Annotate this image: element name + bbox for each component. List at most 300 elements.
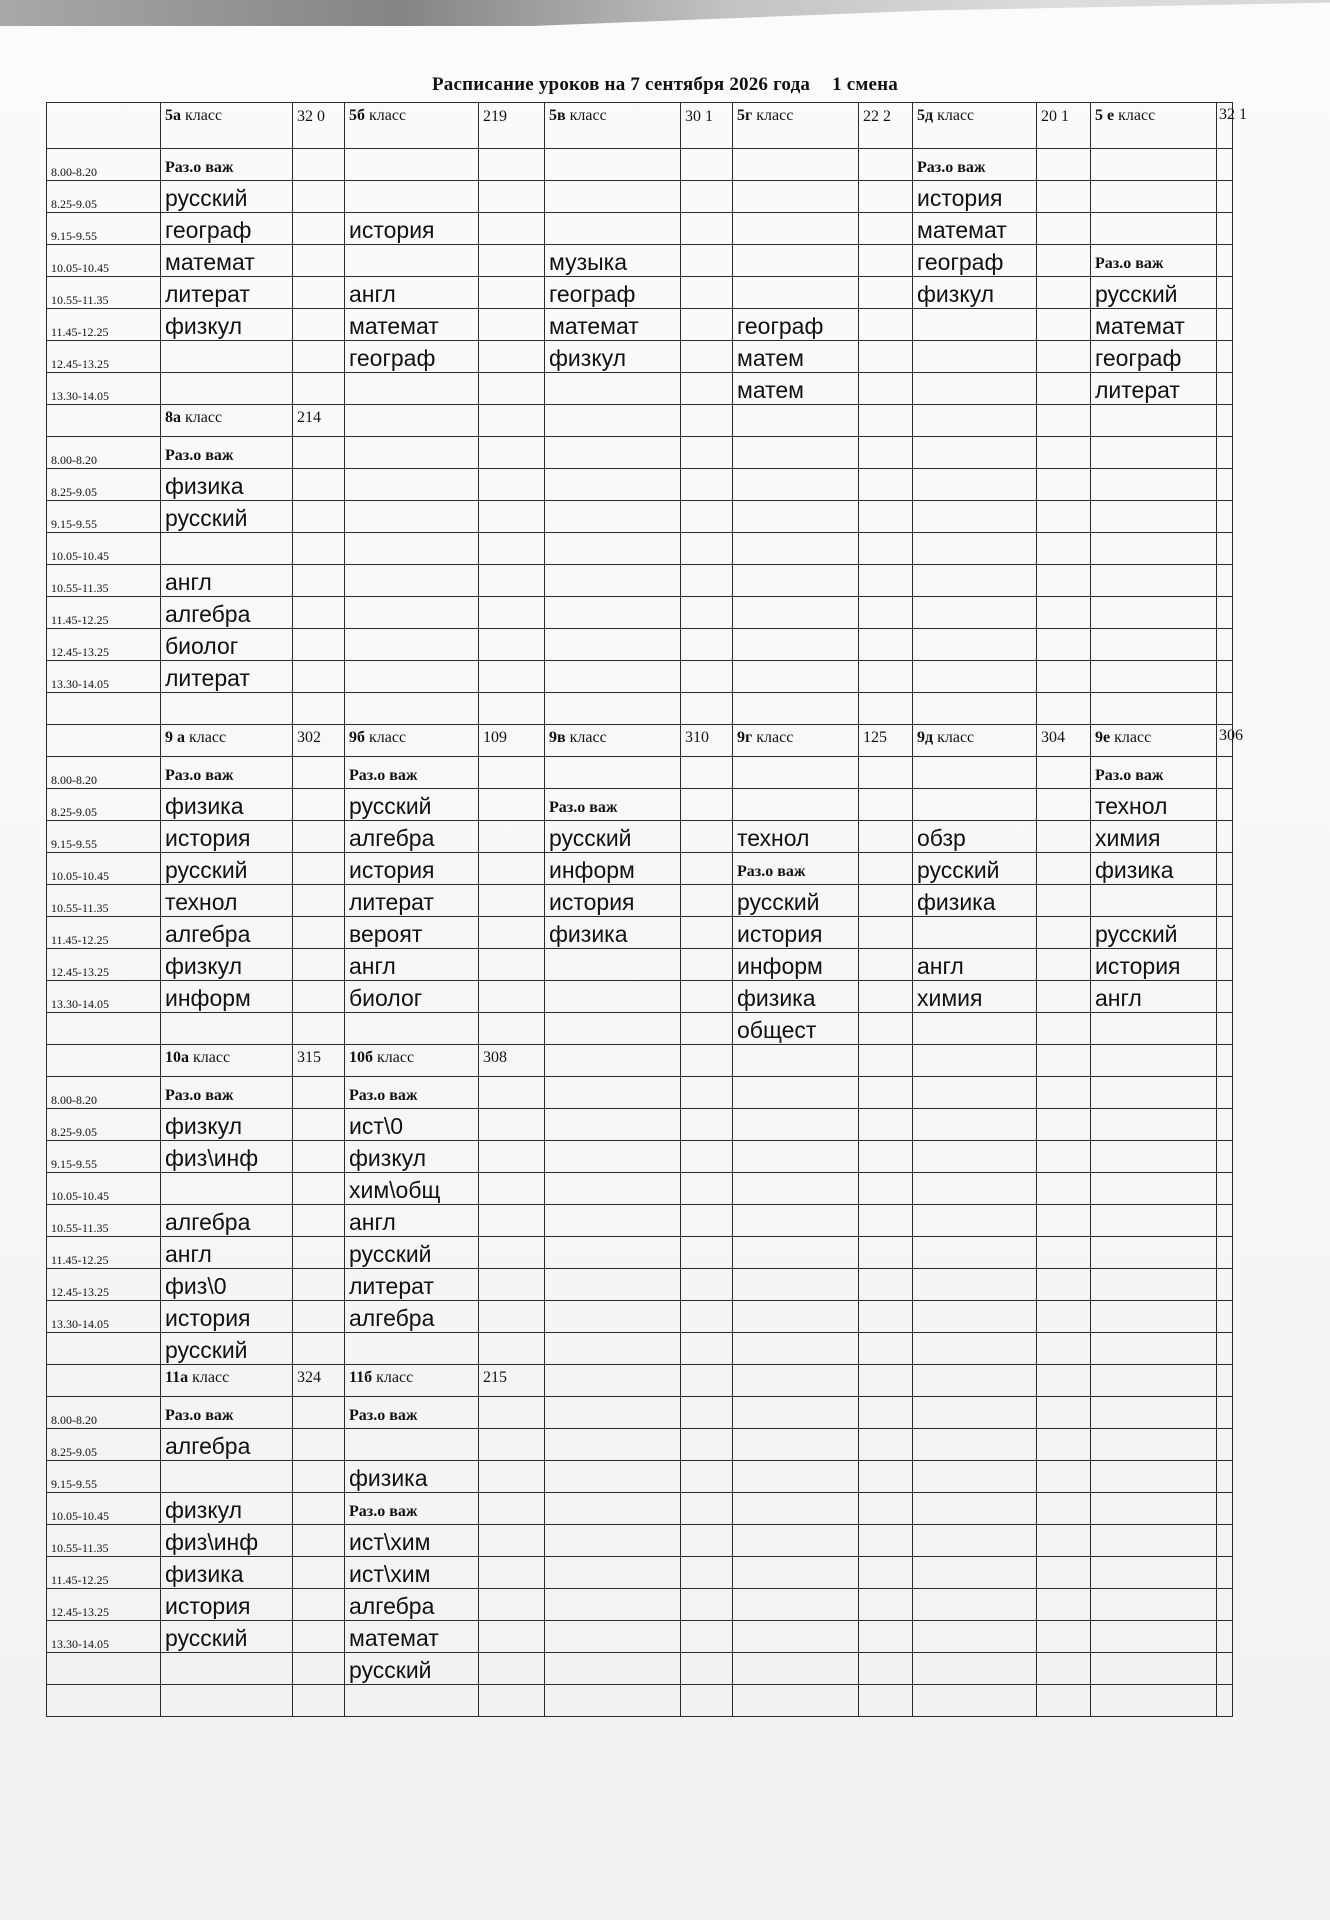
subject-cell: история [161,821,293,853]
room-cell [1217,1397,1233,1429]
room-cell [479,1109,545,1141]
room-cell [1037,1301,1091,1333]
room-cell [1217,1141,1233,1173]
class-name-cell [345,1365,479,1397]
subject-cell: англ [161,565,293,597]
subject-cell [733,1077,859,1109]
room-cell [1217,1525,1233,1557]
subject-cell [545,373,681,405]
subject-cell: физкул [913,277,1037,309]
room-cell [681,1333,733,1365]
class-word: класс [185,107,223,124]
room-cell [681,1077,733,1109]
subject-cell [733,661,859,693]
room-cell [479,1685,545,1717]
subject-cell: Раз.о важ [161,1397,293,1429]
subject-cell: физика [1091,853,1217,885]
subject-cell [1091,1141,1217,1173]
room-cell [681,853,733,885]
time-slot-cell: 10.05-10.45 [47,245,161,277]
subject-cell [161,533,293,565]
time-slot-cell [47,1013,161,1045]
subject-cell [545,1301,681,1333]
time-slot-cell: 12.45-13.25 [47,629,161,661]
room-number-cell [1037,405,1091,437]
room-number-cell: 125 [859,725,913,757]
room-cell [1037,1333,1091,1365]
room-number-cell: 219 [479,103,545,149]
subject-cell [913,501,1037,533]
room-cell [479,661,545,693]
lesson-row [47,213,1233,245]
room-cell [681,949,733,981]
room-cell [859,1621,913,1653]
room-cell [293,373,345,405]
subject-cell: общест [733,1013,859,1045]
subject-cell [1091,693,1217,725]
class-name-cell [913,1365,1037,1397]
room-cell [681,213,733,245]
subject-cell: математ [161,245,293,277]
room-cell [859,181,913,213]
room-cell [859,629,913,661]
room-number-cell: 215 [479,1365,545,1397]
room-cell [1037,469,1091,501]
subject-cell [545,1141,681,1173]
lesson-row [47,245,1233,277]
room-cell [859,245,913,277]
lesson-row [47,789,1233,821]
class-name-cell [545,1045,681,1077]
subject-cell: история [1091,949,1217,981]
room-cell [293,565,345,597]
room-cell [293,245,345,277]
subject-cell [545,757,681,789]
room-cell [293,1013,345,1045]
room-cell [859,1461,913,1493]
room-number-cell: 315 [293,1045,345,1077]
room-cell [681,309,733,341]
subject-cell [733,277,859,309]
class-name-cell [161,1045,293,1077]
room-cell [479,1301,545,1333]
room-cell [681,821,733,853]
room-cell [681,1685,733,1717]
room-cell [293,629,345,661]
room-cell [293,1557,345,1589]
room-cell [681,1461,733,1493]
room-cell [293,533,345,565]
class-number: 5а [165,107,181,124]
time-slot-cell: 11.45-12.25 [47,1237,161,1269]
room-cell [859,1557,913,1589]
subject-cell [545,213,681,245]
room-cell [1217,373,1233,405]
subject-cell: Раз.о важ [345,1493,479,1525]
room-cell [681,245,733,277]
room-cell [859,1109,913,1141]
subject-cell: Раз.о важ [345,1397,479,1429]
subject-cell [913,1333,1037,1365]
room-cell [293,1589,345,1621]
class-header-row [47,1365,1233,1397]
room-cell [681,981,733,1013]
room-cell [1217,1301,1233,1333]
subject-cell [345,181,479,213]
room-cell [1037,1685,1091,1717]
subject-cell [545,565,681,597]
subject-cell: русский [1091,277,1217,309]
subject-cell: русский [913,853,1037,885]
room-cell [479,277,545,309]
class-name-cell [913,405,1037,437]
subject-cell [733,181,859,213]
subject-cell: Раз.о важ [345,757,479,789]
subject-cell [733,1109,859,1141]
subject-cell: географ [913,245,1037,277]
room-cell [859,469,913,501]
subject-cell: ист\0 [345,1109,479,1141]
subject-cell [1091,1109,1217,1141]
room-number-cell: 306 [1217,725,1233,757]
room-cell [681,501,733,533]
room-cell [293,1269,345,1301]
subject-cell: физкул [545,341,681,373]
class-number: 5б [349,107,365,124]
subject-cell [913,597,1037,629]
room-number-cell [1037,1365,1091,1397]
time-slot-cell [47,1333,161,1365]
room-cell [293,949,345,981]
lesson-row [47,1621,1233,1653]
subject-cell: физ\инф [161,1525,293,1557]
subject-cell [913,469,1037,501]
room-cell [293,181,345,213]
subject-cell [733,469,859,501]
subject-cell: литерат [161,661,293,693]
subject-cell [545,1525,681,1557]
room-number-cell [859,1365,913,1397]
time-slot-cell: 9.15-9.55 [47,213,161,245]
room-cell [859,437,913,469]
lesson-row [47,1461,1233,1493]
room-cell [479,437,545,469]
time-slot-cell: 12.45-13.25 [47,341,161,373]
room-cell [1217,341,1233,373]
class-word: класс [569,729,607,746]
schedule-table [46,102,1247,1717]
room-cell [859,309,913,341]
subject-cell [345,501,479,533]
room-cell [293,885,345,917]
room-cell [1037,1429,1091,1461]
subject-cell: Раз.о важ [161,1077,293,1109]
subject-cell [733,1237,859,1269]
room-cell [1037,149,1091,181]
subject-cell: физика [733,981,859,1013]
subject-cell: русский [1091,917,1217,949]
subject-cell [1091,213,1217,245]
extra-lesson-row [47,1333,1233,1365]
room-cell [1037,821,1091,853]
subject-cell: хим\общ [345,1173,479,1205]
room-cell [681,661,733,693]
subject-cell [733,1685,859,1717]
subject-cell [1091,1013,1217,1045]
room-cell [681,1109,733,1141]
time-slot-cell: 8.00-8.20 [47,757,161,789]
subject-cell: история [161,1301,293,1333]
subject-cell [545,1237,681,1269]
room-cell [681,1237,733,1269]
room-cell [479,1013,545,1045]
subject-cell [733,565,859,597]
room-cell [479,1269,545,1301]
time-slot-cell: 8.25-9.05 [47,469,161,501]
room-cell [293,1525,345,1557]
room-cell [293,981,345,1013]
room-cell [479,501,545,533]
subject-cell: русский [161,1333,293,1365]
room-cell [1037,1077,1091,1109]
room-cell [1217,149,1233,181]
subject-cell: литерат [345,885,479,917]
lesson-row [47,1429,1233,1461]
room-cell [1037,917,1091,949]
room-cell [859,853,913,885]
subject-cell: технол [733,821,859,853]
room-cell [681,1173,733,1205]
room-cell [681,1397,733,1429]
room-cell [479,469,545,501]
room-cell [681,629,733,661]
room-number-cell: 310 [681,725,733,757]
room-number-cell [479,405,545,437]
room-cell [1037,853,1091,885]
room-number-cell [1217,1045,1233,1077]
time-slot-cell: 13.30-14.05 [47,373,161,405]
subject-cell: обзр [913,821,1037,853]
room-cell [293,437,345,469]
room-cell [479,981,545,1013]
subject-cell: литерат [161,277,293,309]
room-cell [859,1685,913,1717]
class-word: класс [189,729,227,746]
class-name-cell [545,103,681,149]
room-cell [681,341,733,373]
subject-cell: математ [913,213,1037,245]
room-cell [1217,565,1233,597]
subject-cell [345,469,479,501]
subject-cell [345,149,479,181]
subject-cell: физкул [161,1109,293,1141]
room-cell [1217,501,1233,533]
subject-cell [545,1429,681,1461]
room-cell [1037,1109,1091,1141]
room-cell [1217,213,1233,245]
subject-cell [1091,1205,1217,1237]
subject-cell: русский [345,1653,479,1685]
subject-cell: англ [345,1205,479,1237]
subject-cell [1091,149,1217,181]
subject-cell: биолог [345,981,479,1013]
subject-cell: русский [161,853,293,885]
subject-cell: литерат [1091,373,1217,405]
subject-cell: Раз.о важ [161,149,293,181]
subject-cell: математ [345,309,479,341]
room-cell [293,1685,345,1717]
schedule-sheet [46,102,1247,1694]
class-name-cell [733,405,859,437]
extra-lesson-row [47,1653,1233,1685]
subject-cell: физкул [161,309,293,341]
subject-cell [913,693,1037,725]
subject-cell: физика [161,789,293,821]
room-cell [1217,245,1233,277]
room-cell [859,949,913,981]
room-cell [293,1109,345,1141]
room-cell [859,341,913,373]
lesson-row [47,597,1233,629]
time-header-cell [47,405,161,437]
time-slot-cell: 8.00-8.20 [47,437,161,469]
subject-cell [913,341,1037,373]
room-cell [479,1461,545,1493]
time-slot-cell: 10.55-11.35 [47,885,161,917]
lesson-row [47,309,1233,341]
room-number-cell: 32 0 [293,103,345,149]
class-word: класс [193,1049,231,1066]
subject-cell: русский [161,1621,293,1653]
subject-cell: технол [1091,789,1217,821]
time-slot-cell: 10.55-11.35 [47,277,161,309]
subject-cell: Раз.о важ [345,1077,479,1109]
subject-cell [345,1685,479,1717]
room-cell [681,565,733,597]
class-number: 10б [349,1049,373,1066]
subject-cell [545,597,681,629]
room-cell [681,533,733,565]
room-cell [859,1269,913,1301]
subject-cell [913,1685,1037,1717]
subject-cell [913,1301,1037,1333]
room-number-cell [1037,1045,1091,1077]
room-cell [859,757,913,789]
title-shift: 1 смена [832,74,898,95]
subject-cell: физика [913,885,1037,917]
room-number-cell [1217,1365,1233,1397]
room-cell [1217,789,1233,821]
subject-cell: вероят [345,917,479,949]
subject-cell: русский [161,181,293,213]
time-slot-cell: 9.15-9.55 [47,501,161,533]
class-number: 5в [549,107,566,124]
subject-cell: история [345,213,479,245]
class-word: класс [756,107,794,124]
time-slot-cell: 8.00-8.20 [47,1397,161,1429]
lesson-row [47,1173,1233,1205]
lesson-row [47,277,1233,309]
room-number-cell [681,1045,733,1077]
lesson-row [47,629,1233,661]
room-cell [479,565,545,597]
room-cell [1217,309,1233,341]
time-slot-cell: 11.45-12.25 [47,597,161,629]
room-cell [681,181,733,213]
subject-cell [733,1173,859,1205]
room-cell [859,1173,913,1205]
room-cell [1217,1461,1233,1493]
subject-cell [1091,1653,1217,1685]
room-cell [1037,1557,1091,1589]
class-name-cell [913,1045,1037,1077]
room-number-cell: 304 [1037,725,1091,757]
subject-cell: химия [1091,821,1217,853]
subject-cell: англ [1091,981,1217,1013]
room-cell [859,277,913,309]
subject-cell: русский [545,821,681,853]
room-cell [479,149,545,181]
subject-cell [733,1333,859,1365]
room-cell [681,917,733,949]
subject-cell [733,533,859,565]
time-header-cell [47,1045,161,1077]
subject-cell: физика [161,469,293,501]
subject-cell: математ [345,1621,479,1653]
class-number: 5 е [1095,107,1115,124]
time-slot-cell: 8.25-9.05 [47,1109,161,1141]
room-cell [681,1525,733,1557]
subject-cell [161,1653,293,1685]
room-cell [681,469,733,501]
class-name-cell [1091,103,1217,149]
subject-cell: история [161,1589,293,1621]
room-cell [1217,1109,1233,1141]
subject-cell [913,1493,1037,1525]
room-cell [479,1589,545,1621]
subject-cell [345,1429,479,1461]
room-number-cell [859,405,913,437]
room-cell [293,1237,345,1269]
room-cell [293,469,345,501]
room-cell [681,149,733,181]
room-cell [859,1397,913,1429]
room-cell [681,437,733,469]
subject-cell: физкул [161,1493,293,1525]
room-cell [859,661,913,693]
subject-cell: алгебра [161,1205,293,1237]
room-cell [479,1557,545,1589]
time-slot-cell: 9.15-9.55 [47,1461,161,1493]
subject-cell [913,917,1037,949]
subject-cell [1091,1077,1217,1109]
subject-cell [545,949,681,981]
room-cell [859,1141,913,1173]
room-cell [1217,661,1233,693]
time-slot-cell: 10.05-10.45 [47,533,161,565]
subject-cell [913,1141,1037,1173]
subject-cell: физкул [161,949,293,981]
room-cell [681,1269,733,1301]
room-cell [1217,1077,1233,1109]
room-cell [479,373,545,405]
class-number: 10а [165,1049,189,1066]
room-cell [1037,1621,1091,1653]
time-slot-cell: 8.00-8.20 [47,149,161,181]
subject-cell: химия [913,981,1037,1013]
room-cell [1217,1013,1233,1045]
subject-cell [545,1077,681,1109]
